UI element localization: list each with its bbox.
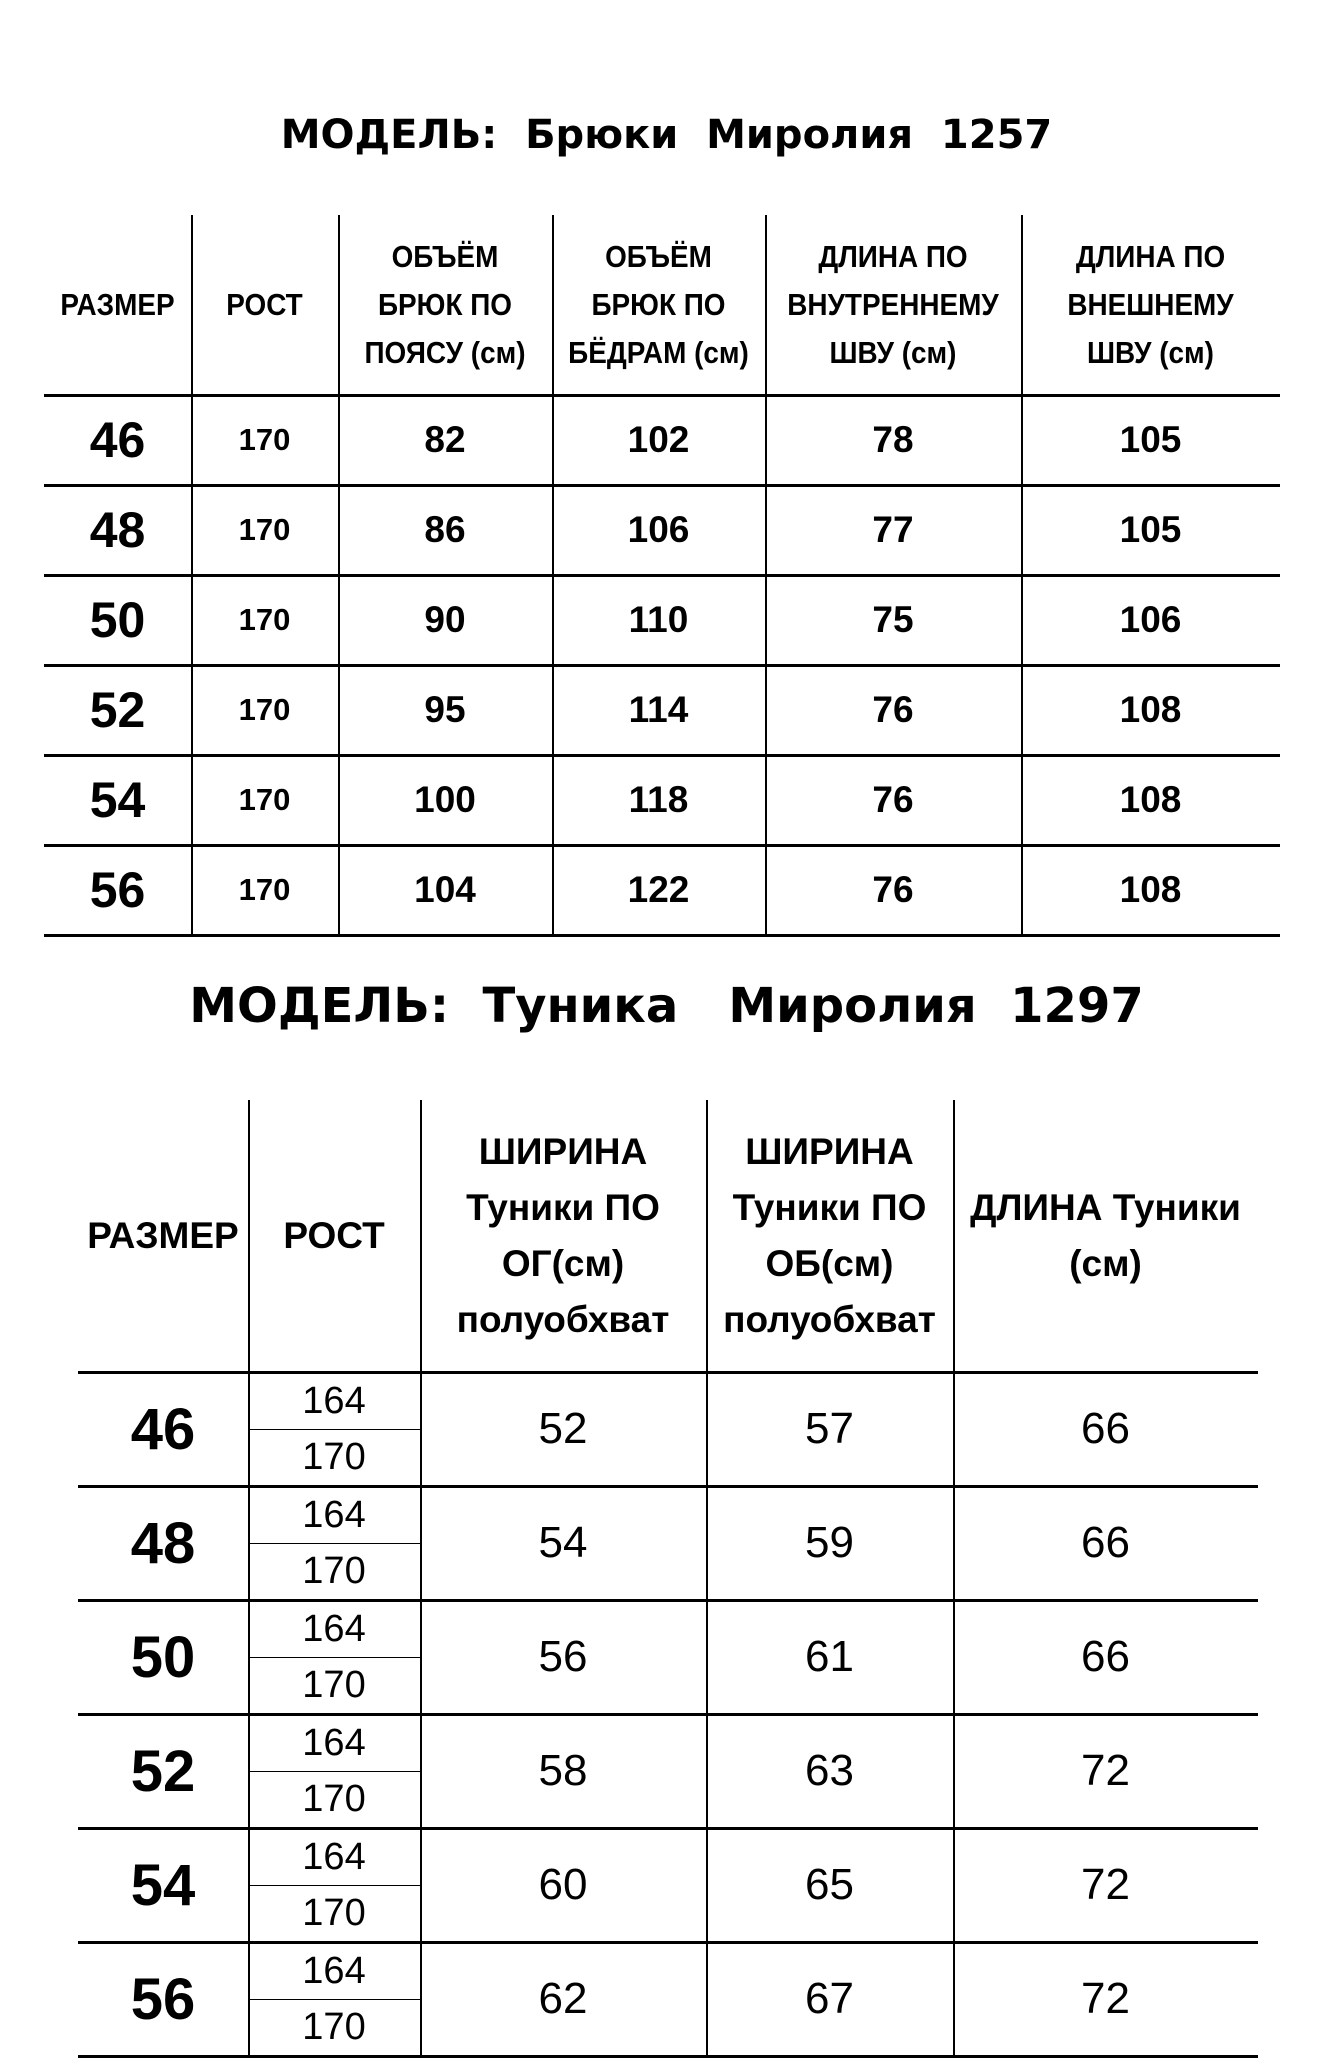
cell-hips-text: 57 [805, 1404, 854, 1453]
header-col-4-text: ДЛИНА Туники (см) [970, 1187, 1241, 1284]
cell-hips-text: 118 [628, 779, 689, 820]
cell-size [44, 755, 191, 845]
cell-waist [338, 485, 552, 575]
header-waist-text: ОБЪЁМ БРЮК ПО ПОЯСУ (см) [364, 239, 526, 370]
cell-length [953, 1372, 1258, 1486]
cell-chest-text: 54 [538, 1518, 588, 1567]
cell-size [44, 845, 191, 935]
cell-rost-text: 164 [302, 1608, 366, 1650]
cell-size-text: 48 [89, 502, 146, 558]
cell-rost [248, 1543, 420, 1600]
cell-size [78, 1714, 248, 1828]
cell-rost-text: 170 [238, 602, 291, 637]
cell-hips-text: 110 [628, 599, 689, 640]
cell-hips [552, 485, 765, 575]
trousers-title: МОДЕЛЬ: Брюки Миролия 1257 [280, 112, 1053, 158]
cell-size-text: 56 [130, 1966, 196, 2032]
cell-outseam [1021, 665, 1280, 755]
cell-outseam-text: 108 [1119, 869, 1182, 910]
cell-hips-text: 61 [805, 1632, 854, 1681]
cell-rost [191, 575, 338, 665]
cell-inseam-text: 76 [872, 869, 914, 910]
cell-waist-text: 104 [414, 869, 476, 910]
cell-size [78, 1486, 248, 1600]
cell-outseam-text: 105 [1119, 419, 1182, 460]
header-inseam [778, 215, 1008, 395]
cell-size-text: 46 [89, 412, 146, 468]
header-col-1 [248, 1100, 420, 1372]
header-size [51, 215, 183, 395]
cell-outseam [1021, 845, 1280, 935]
cell-rost-text: 170 [302, 1436, 366, 1478]
cell-size [44, 485, 191, 575]
cell-chest-text: 58 [538, 1746, 588, 1795]
cell-hips [706, 1486, 953, 1600]
cell-length-text: 66 [1081, 1404, 1130, 1453]
header-rost-text: РОСТ [226, 287, 303, 322]
cell-chest-text: 52 [538, 1404, 588, 1453]
cell-rost [248, 1944, 420, 1999]
cell-rost [248, 1885, 420, 1942]
cell-outseam [1021, 575, 1280, 665]
cell-hips-text: 65 [805, 1860, 854, 1909]
cell-hips [552, 395, 765, 485]
cell-size [78, 1372, 248, 1486]
cell-size [78, 1600, 248, 1714]
cell-inseam [765, 575, 1021, 665]
cell-waist [338, 845, 552, 935]
cell-length-text: 66 [1081, 1518, 1130, 1567]
cell-hips-text: 63 [805, 1746, 854, 1795]
header-hips [563, 215, 755, 395]
cell-inseam-text: 75 [872, 599, 914, 640]
header-col-0 [78, 1100, 248, 1372]
cell-outseam-text: 108 [1119, 779, 1182, 820]
cell-hips [706, 1714, 953, 1828]
cell-rost-text: 164 [302, 1836, 366, 1878]
cell-hips-text: 122 [627, 869, 690, 910]
trousers-size-table [44, 215, 1280, 938]
cell-size-text: 54 [89, 772, 146, 828]
cell-outseam [1021, 395, 1280, 485]
header-size-text: РАЗМЕР [60, 287, 175, 322]
cell-waist [338, 575, 552, 665]
cell-hips [552, 755, 765, 845]
cell-hips [706, 1372, 953, 1486]
cell-hips-text: 114 [628, 689, 689, 730]
cell-hips [706, 1828, 953, 1942]
cell-waist [338, 665, 552, 755]
cell-size [44, 665, 191, 755]
cell-size [44, 575, 191, 665]
cell-length [953, 1828, 1258, 1942]
cell-rost [248, 1488, 420, 1543]
cell-size-text: 52 [130, 1738, 196, 1804]
cell-chest-text: 60 [538, 1860, 588, 1909]
header-inseam-text: ДЛИНА ПО ВНУТРЕННЕМУ ШВУ (см) [787, 239, 999, 370]
cell-length-text: 66 [1081, 1632, 1130, 1681]
cell-hips [552, 665, 765, 755]
cell-inseam-text: 76 [872, 779, 914, 820]
cell-rost [248, 1602, 420, 1657]
cell-rost [248, 1429, 420, 1486]
cell-chest [420, 1372, 706, 1486]
cell-hips-text: 59 [805, 1518, 854, 1567]
cell-waist-text: 86 [424, 509, 466, 550]
cell-size [78, 1828, 248, 1942]
cell-rost-text: 170 [302, 1664, 366, 1706]
cell-chest [420, 1942, 706, 2056]
cell-hips-text: 102 [627, 419, 690, 460]
cell-rost [191, 665, 338, 755]
cell-rost-text: 170 [302, 2006, 366, 2048]
cell-rost-text: 164 [302, 1494, 366, 1536]
cell-length-text: 72 [1081, 1974, 1130, 2023]
cell-inseam-text: 76 [872, 689, 914, 730]
header-col-1-text: РОСТ [283, 1215, 385, 1256]
cell-chest [420, 1600, 706, 1714]
cell-rost-text: 170 [302, 1778, 366, 1820]
cell-hips [552, 575, 765, 665]
cell-rost [248, 1374, 420, 1429]
cell-size-text: 56 [89, 862, 146, 918]
cell-outseam-text: 106 [1119, 599, 1182, 640]
tunic-size-table [78, 1100, 1258, 2048]
cell-hips [706, 1942, 953, 2056]
cell-size-text: 54 [130, 1852, 196, 1918]
cell-length-text: 72 [1081, 1860, 1130, 1909]
cell-length [953, 1486, 1258, 1600]
cell-waist-text: 95 [424, 689, 466, 730]
cell-hips-text: 106 [627, 509, 690, 550]
cell-size-text: 52 [89, 682, 146, 738]
cell-waist-text: 100 [414, 779, 476, 820]
cell-rost-text: 170 [302, 1892, 366, 1934]
tunic-title: МОДЕЛЬ: Туника Миролия 1297 [189, 978, 1144, 1034]
cell-chest [420, 1486, 706, 1600]
header-col-3-text: ШИРИНА Туники ПО ОБ(см) полуобхват [723, 1131, 936, 1340]
header-rost [198, 215, 330, 395]
cell-inseam [765, 755, 1021, 845]
cell-rost [248, 1771, 420, 1828]
cell-hips [706, 1600, 953, 1714]
cell-inseam [765, 845, 1021, 935]
cell-chest [420, 1714, 706, 1828]
cell-rost-text: 164 [302, 1722, 366, 1764]
cell-rost [248, 1716, 420, 1771]
cell-size-text: 48 [130, 1510, 196, 1576]
cell-chest-text: 56 [538, 1632, 588, 1681]
cell-length [953, 1714, 1258, 1828]
cell-size [44, 395, 191, 485]
cell-outseam-text: 108 [1119, 689, 1182, 730]
cell-length [953, 1600, 1258, 1714]
header-col-3 [706, 1100, 953, 1372]
cell-size [78, 1942, 248, 2056]
cell-rost-text: 170 [238, 422, 291, 457]
cell-inseam [765, 665, 1021, 755]
header-col-4 [953, 1100, 1258, 1372]
cell-rost [191, 755, 338, 845]
cell-chest [420, 1828, 706, 1942]
cell-rost-text: 170 [238, 692, 291, 727]
cell-length [953, 1942, 1258, 2056]
cell-hips [552, 845, 765, 935]
cell-inseam-text: 77 [872, 509, 914, 550]
header-col-2 [420, 1100, 706, 1372]
cell-outseam [1021, 485, 1280, 575]
cell-waist-text: 82 [424, 419, 466, 460]
cell-rost [248, 1830, 420, 1885]
cell-size-text: 50 [130, 1624, 196, 1690]
header-outseam-text: ДЛИНА ПО ВНЕШНЕМУ ШВУ (см) [1067, 239, 1234, 370]
cell-waist-text: 90 [424, 599, 466, 640]
cell-rost [191, 485, 338, 575]
header-col-0-text: РАЗМЕР [87, 1215, 239, 1256]
cell-inseam [765, 395, 1021, 485]
cell-inseam-text: 78 [872, 419, 914, 460]
cell-rost-text: 164 [302, 1380, 366, 1422]
cell-rost [191, 395, 338, 485]
cell-size-text: 46 [130, 1396, 196, 1462]
cell-chest-text: 62 [538, 1974, 588, 2023]
cell-size-text: 50 [89, 592, 146, 648]
cell-rost-text: 170 [238, 512, 291, 547]
header-hips-text: ОБЪЁМ БРЮК ПО БЁДРАМ (см) [568, 239, 749, 370]
cell-rost-text: 164 [302, 1950, 366, 1992]
header-col-2-text: ШИРИНА Туники ПО ОГ(см) полуобхват [456, 1131, 670, 1340]
cell-rost-text: 170 [302, 1550, 366, 1592]
cell-rost [248, 1657, 420, 1714]
cell-rost [248, 1999, 420, 2056]
cell-outseam [1021, 755, 1280, 845]
cell-length-text: 72 [1081, 1746, 1130, 1795]
cell-waist [338, 755, 552, 845]
cell-rost-text: 170 [238, 782, 291, 817]
cell-outseam-text: 105 [1119, 509, 1182, 550]
header-outseam [1034, 215, 1267, 395]
cell-rost-text: 170 [238, 872, 291, 907]
cell-inseam [765, 485, 1021, 575]
cell-hips-text: 67 [805, 1974, 854, 2023]
cell-waist [338, 395, 552, 485]
cell-rost [191, 845, 338, 935]
header-waist [349, 215, 542, 395]
